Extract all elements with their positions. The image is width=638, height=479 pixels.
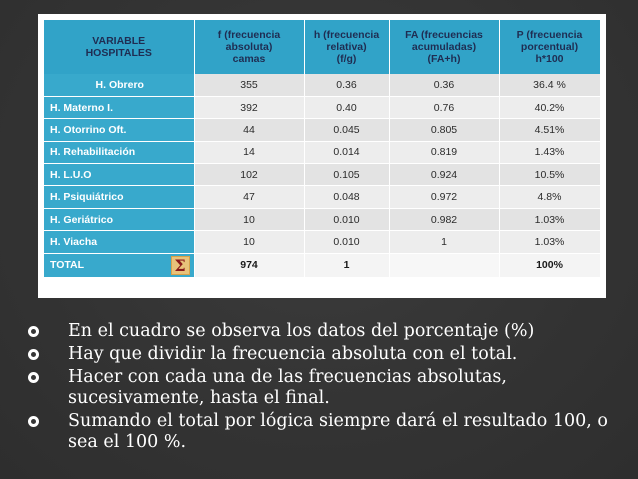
bullet-circle-icon [28,349,39,360]
bullet-item [14,367,626,409]
bullet-item [14,344,626,365]
cell-h: 0.105 [304,164,389,186]
cell-f: 10 [194,208,304,230]
bullet-text: Hay que dividir la frecuencia absoluta con el total. [68,344,518,364]
cell-f: 102 [194,164,304,186]
cell-fa: 0.76 [389,96,499,118]
table-row [44,208,600,230]
cell-p: 1.43% [499,141,600,163]
header-relative-frequency: h (frecuencia relativa) (f/g) [304,20,389,74]
cell-f: 47 [194,186,304,208]
cell-h: 0.010 [304,231,389,253]
cell-fa: 1 [389,231,499,253]
row-label: H. Psiquiátrico [44,186,194,208]
cell-f: 44 [194,119,304,141]
cell-h: 0.014 [304,141,389,163]
cell-p: 1.03% [499,208,600,230]
row-label: H. Materno I. [44,96,194,118]
bullet-text: Sumando el total por lógica siempre dará el resultado 100, o sea el 100 %. [68,411,608,452]
cell-h: 0.048 [304,186,389,208]
cell-fa: 0.924 [389,164,499,186]
cell-p: 36.4 % [499,74,600,96]
cell-p: 1.03% [499,231,600,253]
table-row [44,96,600,118]
cell-p: 4.51% [499,119,600,141]
table-row [44,74,600,96]
table-row [44,119,600,141]
cell-h: 0.010 [304,208,389,230]
bullet-item [14,411,626,453]
row-label: H. Geriátrico [44,208,194,230]
cell-fa: 0.982 [389,208,499,230]
header-absolute-frequency: f (frecuencia absoluta) camas [194,20,304,74]
sigma-icon: Σ [171,256,190,275]
table-total-row [44,253,600,277]
cell-f: 392 [194,96,304,118]
header-cumulative-frequency: FA (frecuencias acumuladas) (FA+h) [389,20,499,74]
total-label: TOTAL [50,259,85,272]
cell-p: 40.2% [499,96,600,118]
cell-p: 4.8% [499,186,600,208]
frequency-table [44,20,601,278]
header-percentage-frequency: P (frecuencia porcentual) h*100 [499,20,600,74]
bullet-item [14,321,626,342]
header-variable: VARIABLE HOSPITALES [44,20,194,74]
total-p: 100% [499,253,600,277]
frequency-table-frame [38,14,606,298]
table-row [44,164,600,186]
row-label: H. Rehabilitación [44,141,194,163]
total-f: 974 [194,253,304,277]
explanation-bullet-list [14,321,626,455]
table-row [44,186,600,208]
cell-f: 10 [194,231,304,253]
cell-h: 0.045 [304,119,389,141]
row-label: H. Otorrino Oft. [44,119,194,141]
bullet-text: Hacer con cada una de las frecuencias absolutas, sucesivamente, hasta el final. [68,367,507,408]
cell-fa: 0.972 [389,186,499,208]
cell-fa: 0.805 [389,119,499,141]
bullet-circle-icon [28,326,39,337]
table-row [44,231,600,253]
table-row [44,141,600,163]
bullet-circle-icon [28,416,39,427]
table-header-row [44,20,600,74]
cell-fa: 0.819 [389,141,499,163]
total-label-cell [44,253,194,277]
cell-h: 0.36 [304,74,389,96]
row-label: H. L.U.O [44,164,194,186]
bullet-text: En el cuadro se observa los datos del porcentaje (%) [68,321,535,341]
cell-p: 10.5% [499,164,600,186]
cell-f: 355 [194,74,304,96]
total-h: 1 [304,253,389,277]
total-fa [389,253,499,277]
bullet-circle-icon [28,372,39,383]
cell-h: 0.40 [304,96,389,118]
cell-fa: 0.36 [389,74,499,96]
cell-f: 14 [194,141,304,163]
row-label: H. Viacha [44,231,194,253]
table-body [44,74,600,277]
row-label: H. Obrero [44,74,194,96]
